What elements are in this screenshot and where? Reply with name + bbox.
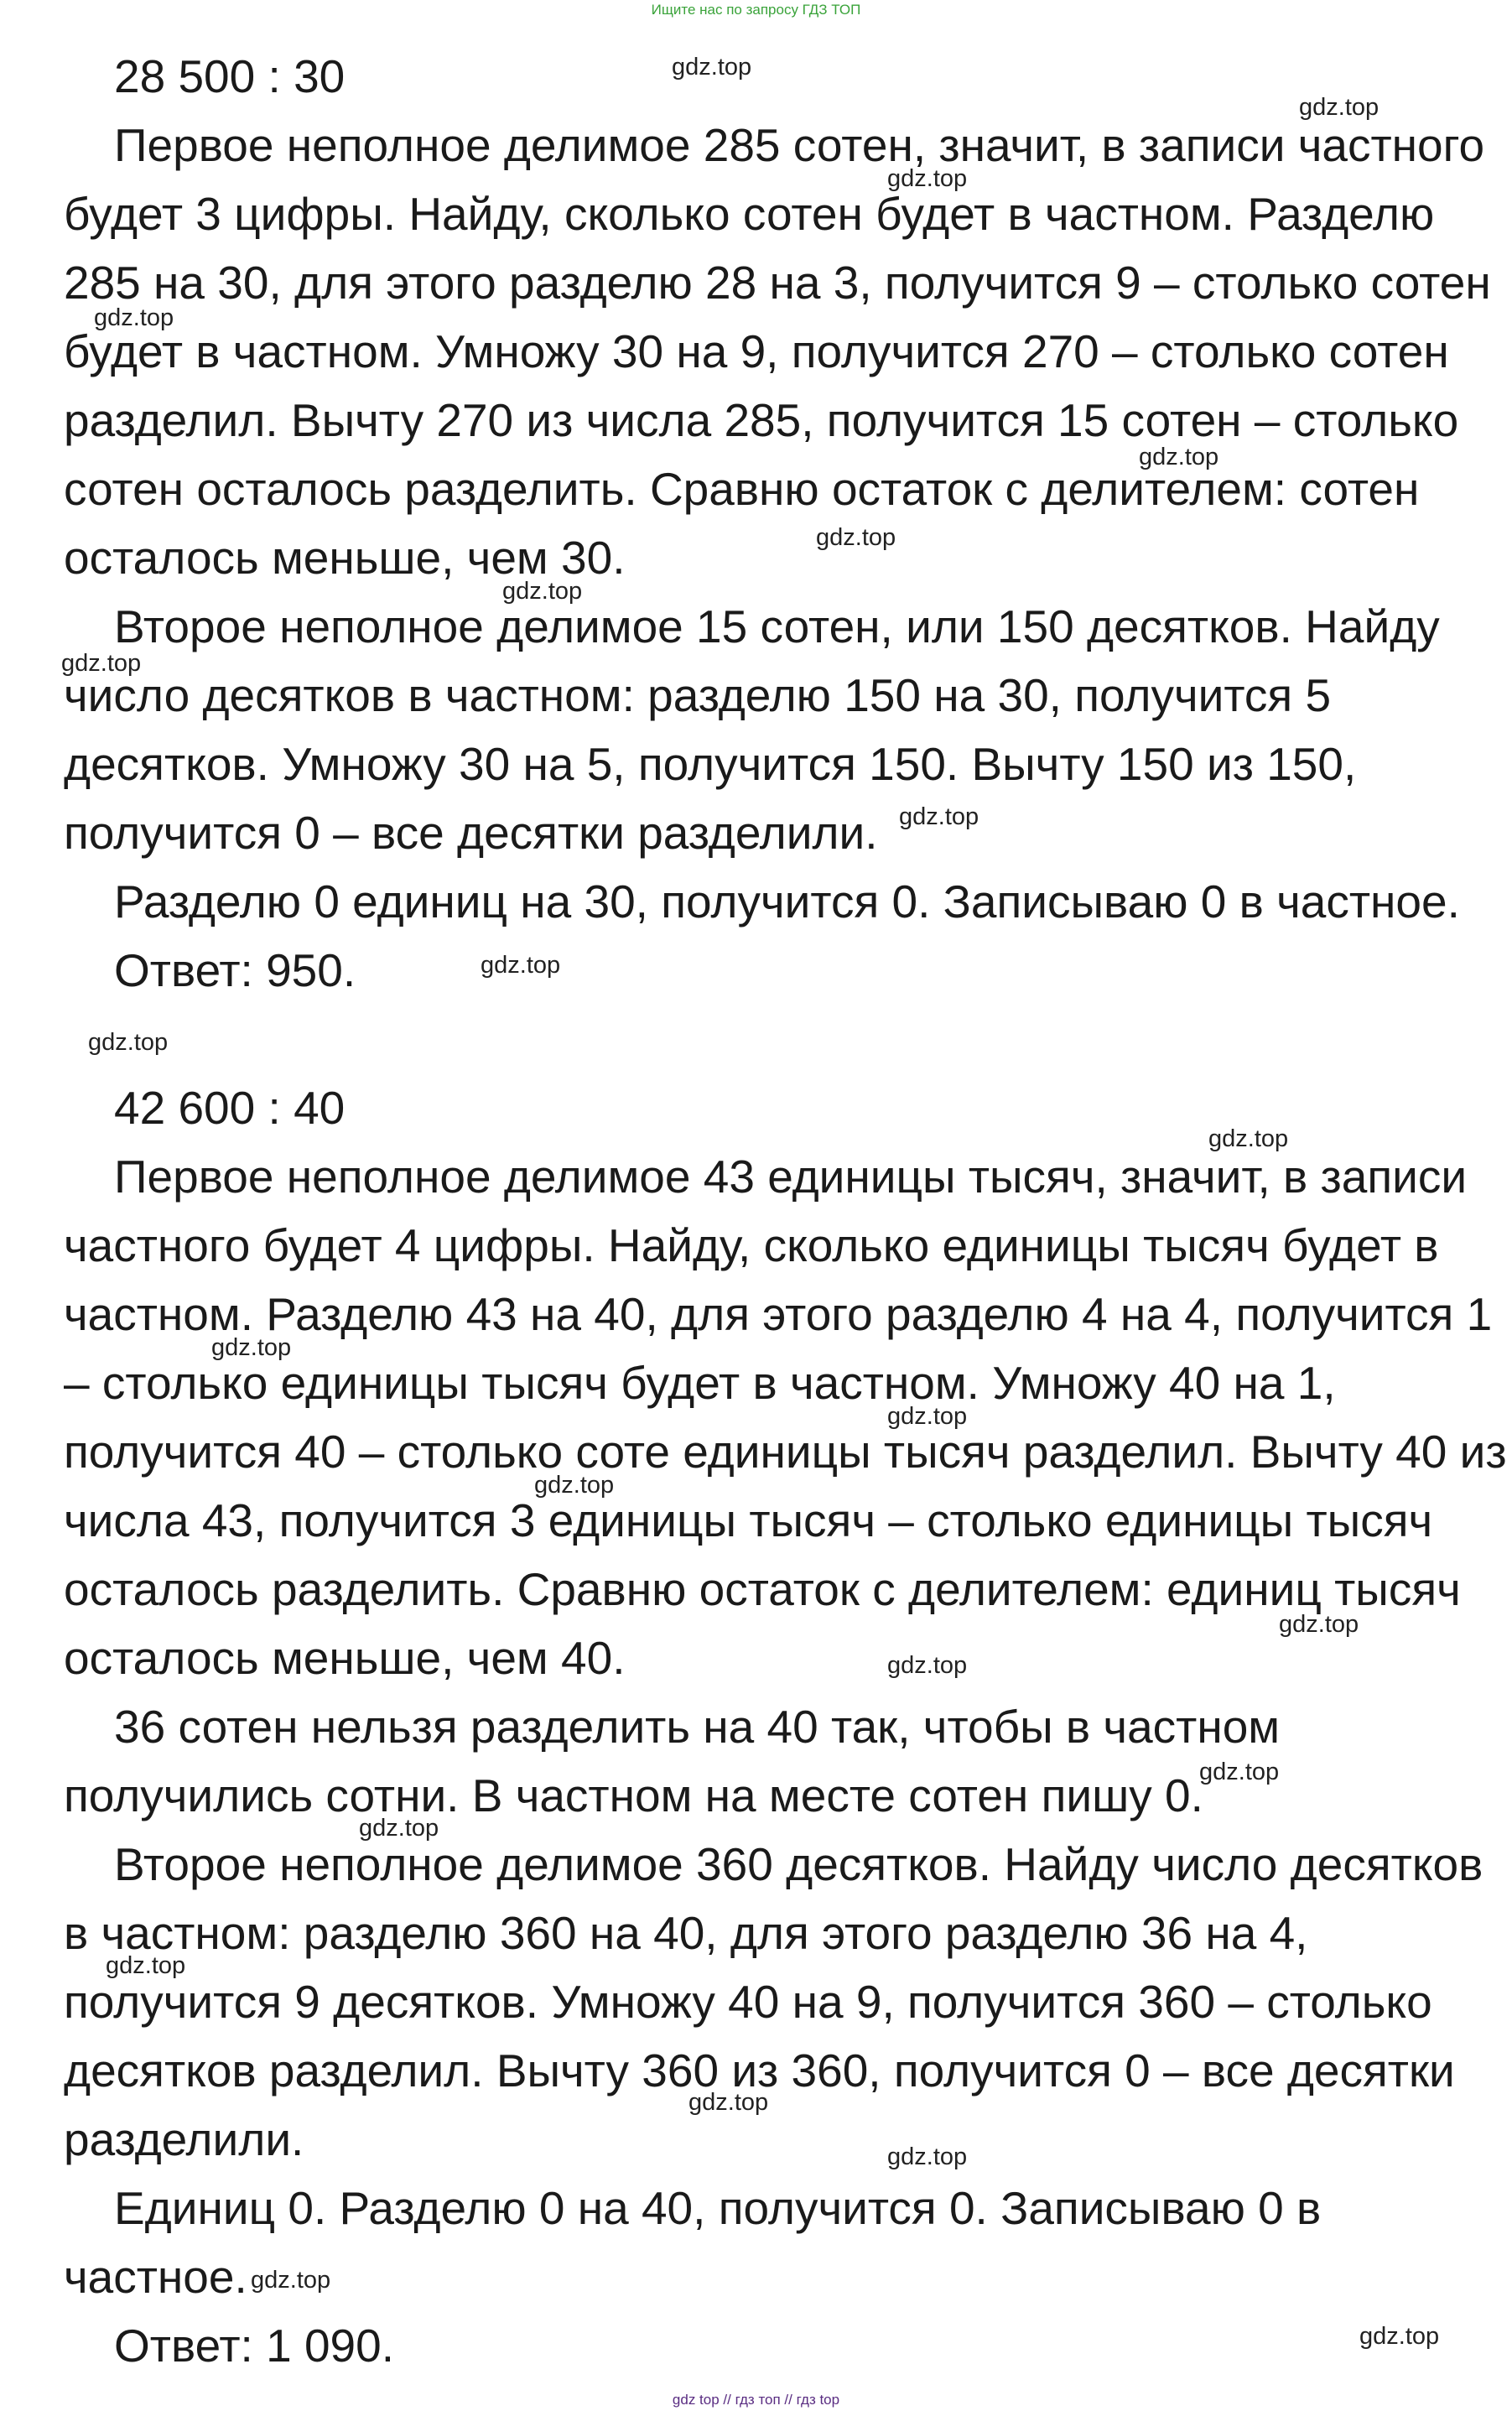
watermark: gdz.top [61,650,142,677]
problem2-line: получились сотни. В частном на месте сотен пишу 0. [64,1769,1203,1821]
watermark: gdz.top [1199,1759,1280,1785]
problem1-line: сотен осталось разделить. Сравню остаток с делителем: сотен [64,463,1420,515]
problem1-expression: 28 500 : 30 [114,50,346,102]
problem2-line: Единиц 0. Разделю 0 на 40, получится 0. Записываю 0 в [114,2182,1322,2234]
watermark: gdz.top [1279,1611,1359,1638]
problem2-line: частного будет 4 цифры. Найду, сколько единицы тысяч будет в [64,1219,1439,1271]
watermark: gdz.top [1208,1125,1289,1152]
problem1-line: осталось меньше, чем 30. [64,532,626,584]
watermark: gdz.top [1139,444,1219,470]
problem1-line: Первое неполное делимое 285 сотен, значит, в записи частного [114,119,1485,171]
watermark: gdz.top [672,54,752,81]
problem1-answer: Ответ: 950. [114,944,356,996]
top-search-note: Ищите нас по запросу ГДЗ ТОП [651,2,861,18]
problem1-line: разделил. Вычту 270 из числа 285, получится 15 сотен – столько [64,394,1459,446]
problem1-line: получится 0 – все десятки разделили. [64,807,878,859]
problem2-line: разделили. [64,2113,304,2165]
watermark: gdz.top [1359,2323,1440,2350]
problem2-expression: 42 600 : 40 [114,1082,346,1134]
problem1-line: 285 на 30, для этого разделю 28 на 3, получится 9 – столько сотен [64,257,1491,309]
watermark: gdz.top [502,578,583,605]
problem2-line: осталось меньше, чем 40. [64,1632,626,1684]
watermark: gdz.top [887,165,968,192]
watermark: gdz.top [94,304,174,331]
problem1-line: будет 3 цифры. Найду, сколько сотен будет в частном. Разделю [64,188,1435,240]
watermark: gdz.top [88,1029,169,1056]
problem2-line: числа 43, получится 3 единицы тысяч – столько единицы тысяч [64,1494,1433,1546]
watermark: gdz.top [899,803,979,830]
watermark: gdz.top [887,1403,968,1430]
problem1-line: Второе неполное делимое 15 сотен, или 150 десятков. Найду [114,600,1440,652]
watermark: gdz.top [887,2143,968,2170]
problem2-line: Первое неполное делимое 43 единицы тысяч, значит, в записи [114,1151,1468,1203]
problem2-line: 36 сотен нельзя разделить на 40 так, чтобы в частном [114,1701,1281,1753]
problem2-line: Второе неполное делимое 360 десятков. Найду число десятков [114,1838,1483,1890]
problem2-line: получится 40 – столько соте единицы тысяч разделил. Вычту 40 из [64,1426,1507,1478]
problem1-line: будет в частном. Умножу 30 на 9, получится 270 – столько сотен [64,325,1449,377]
watermark: gdz.top [887,1652,968,1679]
problem2-line: частное. [64,2251,247,2303]
watermark: gdz.top [251,2267,331,2294]
watermark: gdz.top [359,1815,439,1842]
problem2-line: – столько единицы тысяч будет в частном. Умножу 40 на 1, [64,1357,1336,1409]
problem2-answer: Ответ: 1 090. [114,2320,395,2372]
problem2-line: частном. Разделю 43 на 40, для этого разделю 4 на 4, получится 1 [64,1288,1493,1340]
problem2-line: осталось разделить. Сравню остаток с делителем: единиц тысяч [64,1563,1461,1615]
watermark: gdz.top [1299,94,1380,121]
problem1-line: десятков. Умножу 30 на 5, получится 150. Вычту 150 из 150, [64,738,1357,790]
footer-links[interactable]: gdz top // гдз топ // гдз top [672,2392,840,2408]
problem2-line: в частном: разделю 360 на 40, для этого разделю 36 на 4, [64,1907,1308,1959]
watermark: gdz.top [211,1334,292,1361]
watermark: gdz.top [534,1472,615,1499]
watermark: gdz.top [481,952,561,979]
watermark: gdz.top [688,2089,769,2116]
problem1-line: число десятков в частном: разделю 150 на 30, получится 5 [64,669,1332,721]
problem1-line: Разделю 0 единиц на 30, получится 0. Записываю 0 в частное. [114,875,1460,927]
watermark: gdz.top [106,1952,186,1979]
problem2-line: получится 9 десятков. Умножу 40 на 9, получится 360 – столько [64,1976,1432,2028]
watermark: gdz.top [816,524,896,551]
problem2-line: десятков разделил. Вычту 360 из 360, получится 0 – все десятки [64,2045,1455,2096]
